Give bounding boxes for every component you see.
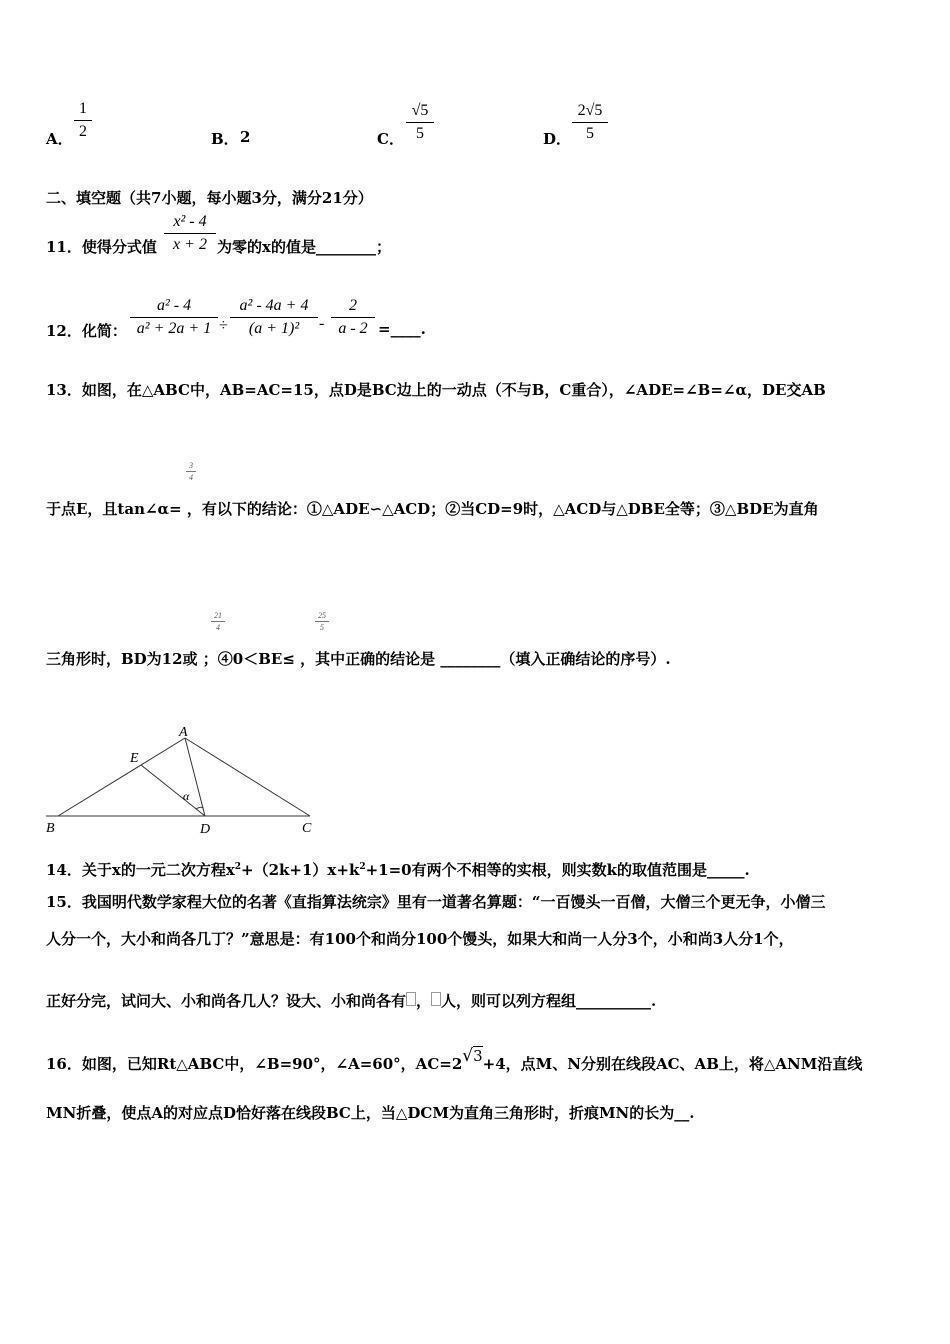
q16-sqrt-radicand: 3 [473, 1047, 483, 1065]
segment-ba [58, 738, 185, 816]
q12-f2-numerator: a² - 4a + 4 [239, 297, 309, 314]
q13-line-3: 三角形时，BD为12或 ；④0＜BE≤ ，其中正确的结论是 ________（填入正确结论的序号）. [46, 650, 671, 668]
q13-be-denominator: 5 [320, 623, 324, 632]
q14-sup-1: 2 [234, 862, 242, 872]
option-a-fraction [74, 100, 92, 141]
q13-bd-denominator: 4 [216, 623, 220, 632]
q11-numerator: x² - 4 [173, 213, 207, 230]
section-title: 二、填空题（共7小题，每小题3分，满分21分） [46, 189, 373, 207]
segment-ed [141, 765, 205, 816]
point-b-label: B [46, 821, 55, 836]
point-e-label: E [130, 751, 139, 766]
q12-fraction-2 [230, 297, 318, 338]
q12-prefix: 12．化简： [46, 322, 127, 340]
q13-bd-numerator: 21 [214, 611, 222, 620]
q16-line-1 [46, 1046, 863, 1074]
q15-line-3-post: 人，则可以列方程组__________. [441, 992, 657, 1010]
option-c-fraction [406, 102, 434, 143]
q14-text-pre: 14．关于x的一元二次方程x [46, 861, 235, 879]
q15-line-3 [46, 990, 656, 1011]
angle-alpha-arc [196, 807, 203, 809]
q12-divide-sign: ÷ [219, 317, 228, 334]
q12-f2-denominator: (a + 1)² [248, 320, 300, 337]
q13-bd-fraction [211, 611, 225, 632]
point-c-label: C [302, 821, 312, 836]
q13-be-numerator: 25 [318, 611, 326, 620]
q15-line-1: 15．我国明代数学家程大位的名著《直指算法统宗》里有一道著名算题：“一百馒头一百僧，大僧三个更无争，小僧三 [46, 893, 826, 911]
option-b-label: B． [211, 130, 239, 148]
option-c-denominator: 5 [416, 125, 424, 142]
option-c-numerator: √5 [411, 102, 429, 119]
option-d-numerator: 2√5 [577, 102, 603, 119]
option-b-value: 2 [240, 128, 251, 146]
q13-line-1: 13．如图，在△ABC中，AB=AC=15，点D是BC边上的一动点（不与B，C重合），∠ADE=∠B=∠α，DE交AB [46, 381, 826, 399]
q12-minus-sign: - [319, 315, 325, 332]
option-a-label: A． [46, 130, 73, 148]
q11-suffix: 为零的x的值是________； [217, 238, 391, 256]
segment-ac [185, 738, 310, 816]
q12-f3-numerator: 2 [349, 297, 357, 314]
q12-f1-denominator: a² + 2a + 1 [136, 320, 212, 337]
q11-denominator: x + 2 [173, 236, 207, 253]
q16-line-1-post: +4，点M、N分别在线段AC、AB上，将△ANM沿直线 [482, 1055, 863, 1073]
q15-line-3-pre: 正好分完，试问大、小和尚各几人？设大、小和尚各有 [46, 992, 407, 1010]
option-c-label: C． [377, 130, 404, 148]
option-d-fraction [572, 102, 608, 143]
q14-text-post: +1=0有两个不相等的实根，则实数k的取值范围是_____. [365, 861, 750, 879]
q14-text [46, 859, 750, 880]
option-d-denominator: 5 [586, 125, 594, 142]
q12-f1-numerator: a² - 4 [156, 297, 192, 314]
q16-line-2: MN折叠，使点A的对应点D恰好落在线段BC上，当△DCM为直角三角形时，折痕MN的长为__. [46, 1104, 695, 1122]
q13-line-2: 于点E，且tan∠α= ，有以下的结论：①△ADE∽△ACD；②当CD=9时，△ACD与△DBE全等；③△BDE为直角 [46, 500, 819, 518]
q13-tan-denominator: 4 [189, 473, 193, 482]
q12-f3-denominator: a - 2 [338, 320, 368, 337]
q15-placeholder-y [431, 992, 441, 1006]
q12-fraction-1 [130, 297, 218, 338]
sqrt-icon: √ [462, 1046, 474, 1066]
q11-prefix: 11．使得分式值 [46, 238, 157, 256]
option-a-numerator: 1 [79, 100, 87, 117]
angle-alpha-label: α [183, 789, 190, 803]
q15-placeholder-x [406, 992, 416, 1006]
option-d-label: D． [543, 130, 572, 148]
triangle-figure [40, 720, 330, 840]
point-d-label: D [200, 822, 211, 837]
q11-fraction [164, 213, 216, 254]
q15-line-3-mid: ， [416, 992, 432, 1010]
q13-be-fraction [315, 611, 329, 632]
q14-text-mid: +（2k+1）x+k [241, 861, 360, 879]
option-a-denominator: 2 [79, 123, 87, 140]
q15-line-2: 人分一个，大小和尚各几丁？”意思是：有100个和尚分100个馒头，如果大和尚一人分3个，小和尚3人分1个， [46, 930, 794, 948]
q12-suffix: =____. [378, 320, 426, 338]
q14-sup-2: 2 [359, 862, 366, 872]
q12-fraction-3 [331, 297, 375, 338]
q13-tan-fraction [186, 461, 196, 482]
point-a-label: A [179, 725, 188, 740]
segment-ad [185, 738, 205, 816]
q13-tan-numerator: 3 [189, 461, 193, 470]
q16-line-1-pre: 16．如图，已知Rt△ABC中，∠B=90°，∠A=60°，AC=2 [46, 1055, 463, 1073]
